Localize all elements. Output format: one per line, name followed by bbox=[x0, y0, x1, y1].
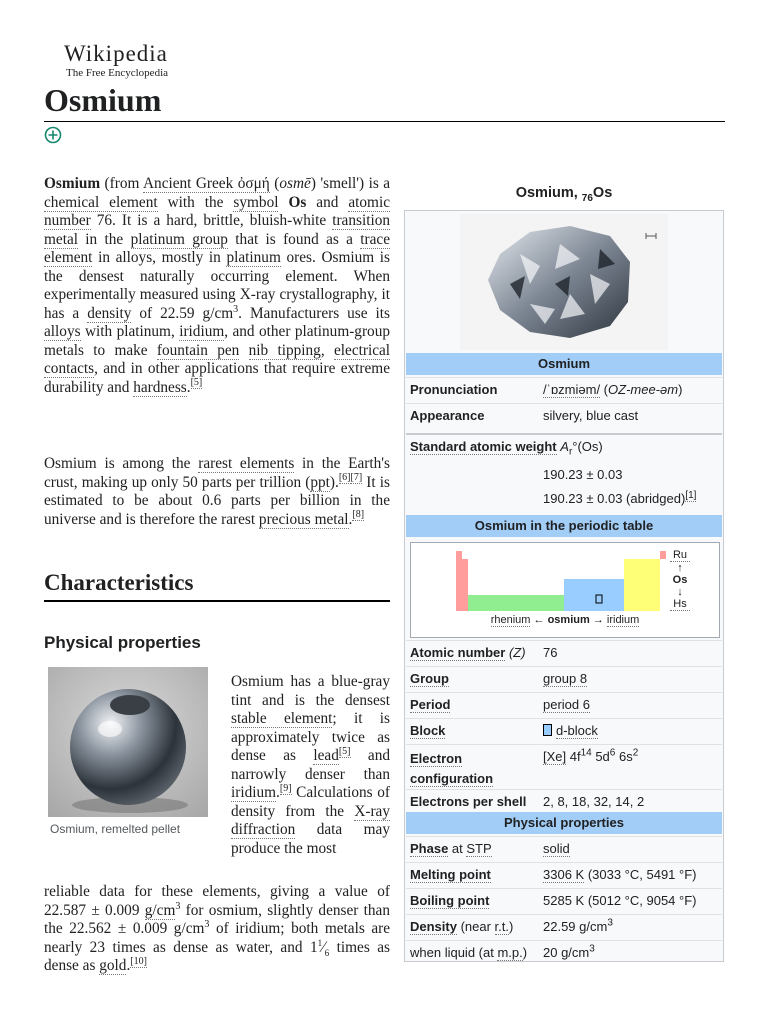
link-standard-atomic-weight[interactable]: Standard atomic weight bbox=[410, 439, 557, 454]
link-chemical-element[interactable]: chemical element bbox=[44, 193, 158, 211]
link-hardness[interactable]: hardness bbox=[133, 378, 187, 396]
link-xray-diffraction[interactable]: X-ray diffraction bbox=[231, 802, 390, 838]
pt-helium-cell bbox=[660, 551, 666, 559]
link-gold[interactable]: gold bbox=[99, 957, 127, 974]
ref-5[interactable]: [5] bbox=[190, 377, 203, 389]
link-trace-element[interactable]: trace element bbox=[44, 230, 391, 266]
link-stp[interactable]: STP bbox=[466, 841, 492, 856]
link-hassium[interactable]: Hs bbox=[670, 598, 690, 611]
link-electron-configuration[interactable]: Electron bbox=[410, 751, 463, 766]
ref-9[interactable]: [9] bbox=[279, 782, 292, 794]
row-block bbox=[406, 718, 722, 744]
link-ipa[interactable]: /ˈɒzmiəm/ bbox=[543, 382, 601, 397]
infobox-header-periodic-table: Osmium in the periodic table bbox=[406, 515, 722, 537]
link-ruthenium[interactable]: Ru bbox=[670, 549, 690, 562]
row-standard-atomic-weight: Standard atomic weight $A_r^\circ(Os)$ 190.23 ± 0.03 190.23 ± 0.03 (abridged)[1] bbox=[406, 433, 722, 521]
pt-s-block bbox=[456, 551, 468, 611]
row-density: Density (near r.t.) 22.59 $g/cm^3$ bbox=[406, 914, 722, 940]
link-room-temperature[interactable]: r.t. bbox=[494, 919, 509, 934]
section-physical-properties-heading: Physical properties bbox=[44, 633, 201, 652]
row-density-liquid: when liquid (at m.p.) 20 $g/cm^3$ bbox=[406, 940, 722, 963]
link-d-block[interactable]: d-block bbox=[556, 723, 598, 738]
row-group bbox=[406, 666, 722, 692]
physical-paragraph-continued: reliable data for these elements, giving a value of 22.587 ± 0.009 $g/cm^3$ for osmium, slightly denser than the 22.562 ± 0.009 $g/cm^3$ of iridium; both metals are nearly 23 times as dense as water, and $1^1⁄_6$ times as dense as gold.[10] bbox=[44, 883, 391, 974]
link-gcm[interactable]: g/cm bbox=[144, 901, 176, 919]
row-atomic-number: Atomic number (Z) 76 bbox=[406, 640, 722, 666]
link-rarest-elements[interactable]: rarest elements bbox=[198, 455, 295, 472]
d-block-swatch-icon bbox=[543, 724, 552, 736]
pt-horizontal-neighbors: rhenium ← osmium → iridium bbox=[490, 614, 640, 626]
intro-paragraph: Osmium (from Ancient Greek ὀσμή (osmē) 'smell') is a chemical element with the symbol Os and atomic number 76. It is a hard, brittle, bluish-white transition metal in the platinum group that is found as a trace element in alloys, mostly in platinum ores. Osmium is the densest naturally occurring element. When experimentally measured using X-ray crystallography, it has a density of 22.59 $g/cm^3$. Manufacturers use its alloys with platinum, iridium, and other platinum-group metals to make fountain pen nib tipping, electrical contacts, and in other applications that require extreme durability and hardness.[5] bbox=[44, 175, 391, 396]
ref-8[interactable]: [8] bbox=[352, 509, 365, 521]
link-phase[interactable]: Phase bbox=[410, 841, 449, 856]
link-nib-tipping[interactable]: nib tipping bbox=[248, 341, 321, 359]
link-group-8[interactable]: group 8 bbox=[543, 671, 588, 686]
ref-10[interactable]: [10] bbox=[130, 955, 147, 967]
link-melting-point-abbr[interactable]: m.p. bbox=[497, 945, 523, 960]
link-symbol[interactable]: symbol bbox=[233, 193, 279, 211]
link-iridium[interactable]: iridium bbox=[179, 323, 225, 340]
periodic-table-widget bbox=[410, 542, 720, 638]
link-atomic-number[interactable]: atomic number bbox=[44, 193, 390, 229]
link-platinum-group[interactable]: platinum group bbox=[130, 230, 228, 248]
ref-6[interactable]: [6] bbox=[338, 472, 351, 484]
link-density[interactable]: density bbox=[87, 304, 132, 322]
row-electrons-per-shell: Electrons per shell 2, 8, 18, 32, 14, 2 bbox=[406, 789, 722, 815]
link-precious-metal[interactable]: precious metal bbox=[258, 510, 349, 528]
infobox-title: Osmium, $_{76}$Os bbox=[515, 185, 613, 204]
row-melting-point: Melting point 3306 K (3033 °C, 5491 °F) bbox=[406, 862, 722, 888]
physical-paragraph: Osmium has a blue-gray tint and is the densest stable element; it is approximately twice as dense as lead[5] and narrowly denser than iridium.[9] Calculations of density from the X-ray diffraction data may produce the most bbox=[231, 673, 391, 857]
title-divider bbox=[44, 121, 725, 122]
link-alloys[interactable]: alloys bbox=[44, 323, 81, 340]
link-iridium-pt[interactable]: iridium bbox=[606, 614, 640, 626]
link-group[interactable]: Group bbox=[410, 671, 449, 686]
link-rhenium[interactable]: rhenium bbox=[490, 614, 531, 626]
wikipedia-logo-subtitle: The Free Encyclopedia bbox=[66, 67, 169, 79]
link-stable-element[interactable]: stable element bbox=[231, 710, 333, 727]
osmium-pellet-image[interactable] bbox=[48, 667, 208, 817]
pt-f-block bbox=[468, 595, 564, 611]
row-appearance: Appearance silvery, blue cast bbox=[406, 403, 722, 430]
ref-7[interactable]: [7] bbox=[350, 472, 363, 484]
link-atomic-number-ib[interactable]: Atomic number bbox=[410, 645, 506, 660]
link-greek-word[interactable]: ὀσμή bbox=[233, 175, 270, 192]
pellet-caption: Osmium, remelted pellet bbox=[50, 822, 181, 836]
expand-plus-icon[interactable] bbox=[44, 126, 62, 144]
pt-d-block bbox=[564, 579, 624, 611]
ref-1[interactable]: [1] bbox=[685, 489, 697, 501]
ref-5b[interactable]: [5] bbox=[338, 745, 351, 757]
osmium-crystal-image[interactable] bbox=[460, 214, 668, 350]
row-electron-configuration: Electron configuration [Xe] $4f^{14}$ $5d^6$ $6s^2$ bbox=[406, 744, 722, 789]
rarity-paragraph: Osmium is among the rarest elements in the Earth's crust, making up only 50 parts per trillion (ppt).[6][7] It is estimated to be about 0.6 parts per billion in the universe and is therefore the rarest precious metal.[8] bbox=[44, 455, 390, 528]
infobox-header-osmium: Osmium bbox=[406, 353, 722, 375]
link-period[interactable]: Period bbox=[410, 697, 451, 712]
link-solid[interactable]: solid bbox=[543, 841, 570, 856]
link-block[interactable]: Block bbox=[410, 723, 446, 738]
link-electrical-contacts[interactable]: electrical contacts bbox=[44, 341, 391, 377]
link-iridium-2[interactable]: iridium bbox=[231, 784, 277, 801]
link-period-6[interactable]: period 6 bbox=[543, 697, 590, 712]
link-kelvin-melting[interactable]: 3306 K bbox=[543, 867, 585, 882]
link-density-ib[interactable]: Density bbox=[410, 919, 457, 934]
link-melting-point[interactable]: Melting point bbox=[410, 867, 491, 882]
row-period bbox=[406, 692, 722, 718]
row-phase: Phase at STP solid bbox=[406, 836, 722, 862]
link-transition-metal[interactable]: transition metal bbox=[44, 212, 390, 248]
link-platinum[interactable]: platinum bbox=[226, 249, 281, 266]
link-xenon[interactable]: [Xe] bbox=[543, 749, 567, 764]
row-pronunciation: Pronunciation /ˈɒzmiəm/ (OZ-mee-əm) bbox=[406, 377, 722, 403]
row-boiling-point: Boiling point 5285 K (5012 °C, 9054 °F) bbox=[406, 888, 722, 914]
wikipedia-logo-title[interactable]: Wikipedia bbox=[64, 41, 168, 66]
page-title: Osmium bbox=[44, 82, 162, 118]
link-ancient-greek[interactable]: Ancient Greek bbox=[143, 175, 234, 192]
pt-vertical-neighbors: Ru ↑ Os ↓ Hs bbox=[670, 549, 690, 611]
infobox-header-physical: Physical properties bbox=[406, 812, 722, 834]
link-lead[interactable]: lead bbox=[313, 747, 339, 764]
link-fountain-pen[interactable]: fountain pen bbox=[156, 341, 240, 359]
pt-p-block bbox=[624, 559, 660, 611]
section-divider bbox=[44, 600, 390, 602]
section-characteristics-heading: Characteristics bbox=[44, 570, 194, 595]
link-boiling-point[interactable]: Boiling point bbox=[410, 893, 490, 908]
link-ppt[interactable]: ppt bbox=[310, 473, 330, 491]
